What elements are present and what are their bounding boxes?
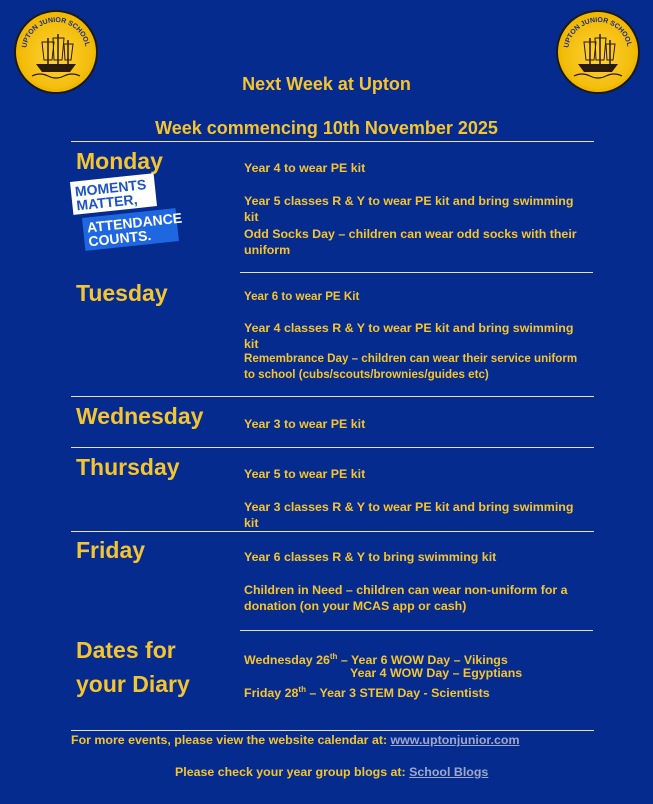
list-item: Remembrance Day – children can wear their service uniform to school (cubs/scouts/brownies/guides etc) [244, 352, 578, 381]
day-tuesday: Tuesday [76, 280, 168, 306]
day-friday: Friday [76, 537, 146, 563]
list-item: Year 5 classes R & Y to wear PE kit and bring swimming kit [244, 194, 574, 224]
list-item: Children in Need – children can wear non-uniform for a donation (on your MCAS app or cash) [244, 583, 568, 613]
logo-text: UPTON JUNIOR SCHOOL [563, 16, 633, 49]
diary-item-wednesday-year4: Year 4 WOW Day – Egyptians [350, 666, 523, 680]
list-item: Year 3 classes R & Y to wear PE kit and bring swimming kit [244, 500, 574, 530]
list-item: Year 4 classes R & Y to wear PE kit and bring swimming kit [244, 321, 574, 351]
divider [71, 396, 594, 397]
day-thursday: Thursday [76, 454, 180, 480]
diary-item-friday: Friday 28th – Year 3 STEM Day - Scientists [244, 685, 490, 701]
diary-heading-line2: your Diary [76, 671, 190, 697]
day-wednesday: Wednesday [76, 403, 204, 429]
list-item: Year 6 to wear PE Kit [244, 290, 360, 303]
list-item: Year 4 to wear PE kit [244, 161, 366, 175]
divider [240, 272, 593, 273]
divider [240, 630, 593, 631]
divider [71, 141, 594, 142]
blogs-footer: Please check your year group blogs at: School Blogs [175, 765, 489, 779]
week-subtitle: Week commencing 10th November 2025 [155, 118, 498, 138]
list-item: Year 3 to wear PE kit [244, 417, 366, 431]
page-title: Next Week at Upton [242, 74, 411, 94]
list-item: Year 5 to wear PE kit [244, 467, 366, 481]
day-monday: Monday [76, 148, 163, 174]
list-item: Odd Socks Day – children can wear odd socks with their uniform [244, 227, 577, 257]
divider [71, 531, 594, 532]
campaign-line1: MOMENTS MATTER, [70, 173, 157, 215]
logo-text: UPTON JUNIOR SCHOOL [21, 16, 91, 49]
svg-text:UPTON JUNIOR SCHOOL [563, 17, 632, 49]
events-footer: For more events, please view the website calendar at: www.uptonjunior.com [71, 733, 520, 747]
website-link[interactable]: www.uptonjunior.com [390, 733, 520, 747]
diary-item-wednesday: Wednesday 26th – Year 6 WOW Day – Vikings [244, 652, 508, 668]
school-blogs-link[interactable]: School Blogs [409, 765, 489, 779]
list-item: Year 6 classes R & Y to bring swimming kit [244, 550, 497, 564]
divider [71, 447, 594, 448]
divider [71, 730, 594, 731]
campaign-line2: ATTENDANCE COUNTS. [82, 208, 179, 251]
attendance-campaign-badge [70, 176, 183, 264]
diary-heading-line1: Dates for [76, 637, 176, 663]
svg-text:UPTON JUNIOR SCHOOL [21, 17, 90, 49]
